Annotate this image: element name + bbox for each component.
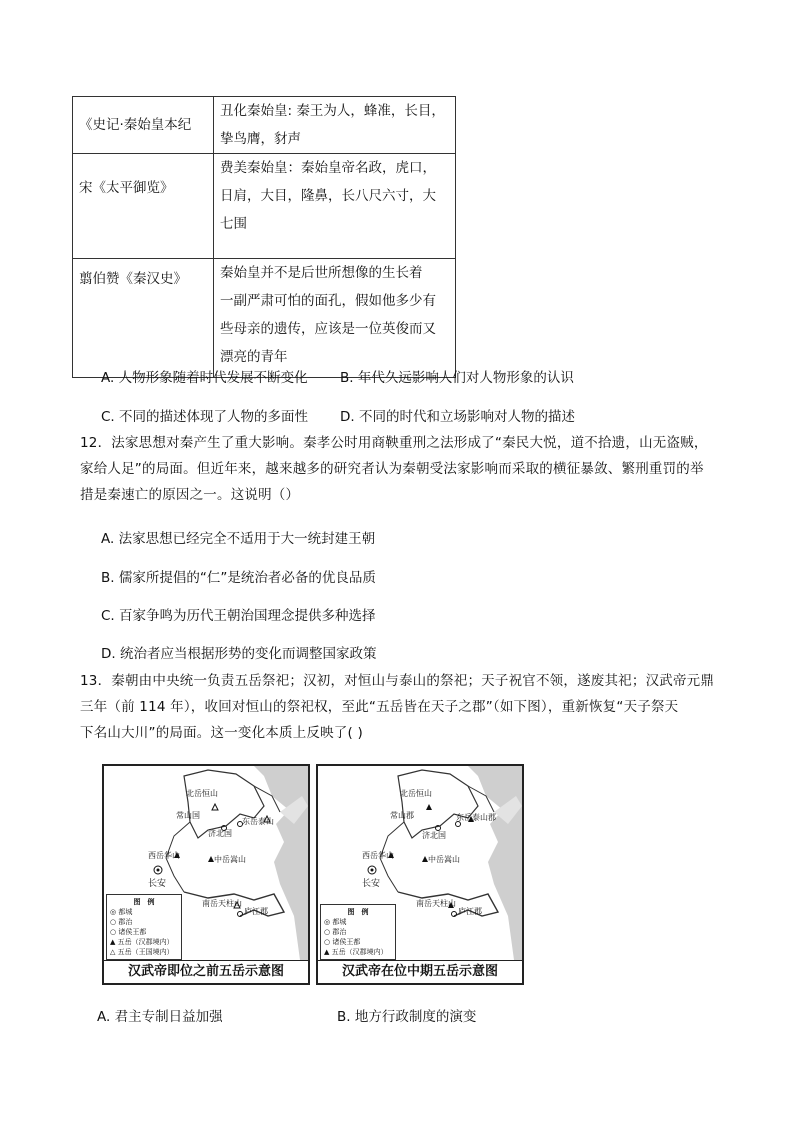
label-south-mountain: 南岳天柱山 [202,899,242,908]
label-lujiang: 庐江郡 [244,907,268,916]
legend-title: 图 例 [347,908,369,916]
label-west-mountain: 西岳华山 [148,851,180,860]
label-changan: 长安 [148,879,167,889]
legend-item: ○ 郡治 [110,918,133,926]
q12-option-a[interactable]: A. 法家思想已经完全不适用于大一统封建王朝 [101,531,376,547]
description-cell [214,259,456,378]
legend-item: ○ 郡治 [324,928,347,936]
description-line: 漂亮的青年 [220,349,288,365]
q11-option-d[interactable]: D. 不同的时代和立场影响对人物的描述 [340,409,575,425]
map-legend [320,904,396,960]
q11-option-b[interactable]: B. 年代久远影响人们对人物形象的认识 [340,370,574,386]
q12-line: 12．法家思想对秦产生了重大影响。秦孝公时用商鞅重刑之法形成了“秦民大悦，道不拾遗，山无盗贼， [80,435,708,451]
source-cell [73,154,214,259]
q12-option-c[interactable]: C. 百家争鸣为历代王朝治国理念提供多种选择 [101,608,376,624]
legend-title: 图 例 [133,898,155,906]
q12-line: 措是秦速亡的原因之一。这说明（） [80,487,300,503]
q11-option-c[interactable]: C. 不同的描述体现了人物的多面性 [101,409,309,425]
legend-item: ◎ 都城 [110,908,133,916]
description-line: 七围 [220,216,247,232]
q13-option-b[interactable]: B. 地方行政制度的演变 [337,1009,477,1025]
legend-item: △ 五岳（王国境内） [110,948,174,956]
map-legend [106,894,182,960]
label-central-mountain: 中岳嵩山 [428,855,460,864]
legend-item: ○ 诸侯王都 [110,928,147,936]
q13-option-a[interactable]: A. 君主专制日益加强 [97,1009,223,1025]
label-east-mountain: 东岳泰山 [242,817,274,826]
legend-item: ▲ 五岳（汉郡境内） [324,948,388,956]
table-row [73,97,456,154]
label-lujiang: 庐江郡 [458,907,482,916]
legend-item: ◎ 都城 [324,918,347,926]
label-changan: 长安 [362,879,381,889]
q13-stem [80,668,730,746]
description-line: 一副严肃可怕的面孔，假如他多少有 [220,293,436,309]
description-line: 费美秦始皇：秦始皇帝名政，虎口， [220,160,436,176]
map-caption: 汉武帝即位之前五岳示意图 [104,960,308,983]
label-jibei: 济北国 [208,829,232,838]
label-south-mountain: 南岳天柱山 [416,899,456,908]
label-central-mountain: 中岳嵩山 [214,855,246,864]
label-changshan: 常山国 [176,811,200,820]
map-mid-wudi [316,764,524,985]
map-before-wudi [102,764,310,985]
description-line: 些母亲的遗传，应该是一位英俊而又 [220,321,436,337]
description-line: 秦始皇并不是后世所想像的生长着 [220,265,423,281]
source-table [72,96,456,378]
source-cell [73,97,214,154]
source-cell [73,259,214,378]
legend-item: ▲ 五岳（汉郡境内） [110,938,174,946]
q12-option-b[interactable]: B. 儒家所提倡的“仁”是统治者必备的优良品质 [101,570,376,586]
q12-line: 家给人足”的局面。但近年来，越来越多的研究者认为秦朝受法家影响而采取的横征暴敛、繁刑重罚的举 [80,461,704,477]
label-changshan: 常山郡 [390,811,414,820]
source-text: 翦伯赞《秦汉史》 [79,271,187,287]
description-cell [214,154,456,259]
label-north-mountain: 北岳恒山 [186,789,218,798]
description-cell [214,97,456,154]
description-line: 日肩，大目，隆鼻，长八尺六寸，大 [220,188,436,204]
q12-option-d[interactable]: D. 统治者应当根据形势的变化而调整国家政策 [101,646,377,662]
q13-line: 下名山大川”的局面。这一变化本质上反映了( ) [80,725,363,741]
map-caption: 汉武帝在位中期五岳示意图 [318,960,522,983]
source-text: 《史记·秦始皇本纪 [79,117,192,133]
table-row [73,259,456,378]
q11-option-a[interactable]: A. 人物形象随着时代发展不断变化 [101,370,308,386]
label-east-mountain: 东岳泰山郡 [456,813,496,822]
q12-stem [80,430,730,508]
description-line: 丑化秦始皇: 秦王为人，蜂准，长目， [220,103,445,119]
table-row [73,154,456,259]
label-jibei: 济北国 [422,831,446,840]
q13-line: 三年（前 114 年），收回对恒山的祭祀权，至此“五岳皆在天子之郡”（如下图），重新恢复“天子祭天 [80,699,679,715]
description-line: 挚鸟膺，豺声 [220,131,301,147]
label-west-mountain: 西岳华山 [362,851,394,860]
label-north-mountain: 北岳恒山 [400,789,432,798]
q13-line: 13．秦朝由中央统一负责五岳祭祀；汉初，对恒山与泰山的祭祀；天子祝官不领，遂废其祀；汉武帝元鼎 [80,673,715,689]
source-text: 宋《太平御览》 [79,180,174,196]
legend-item: ○ 诸侯王都 [324,938,361,946]
